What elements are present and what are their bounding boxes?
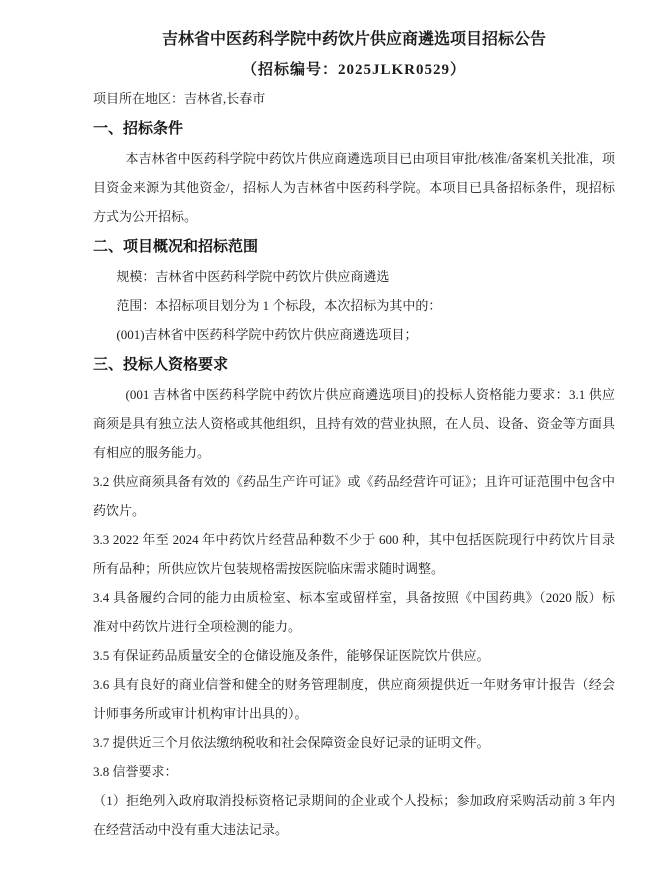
section-project-scope-heading: 二、项目概况和招标范围 <box>93 238 259 255</box>
document-title: 吉林省中医药科学院中药饮片供应商遴选项目招标公告 <box>161 31 546 48</box>
qualification-paragraph-3-6: 3.6 具有良好的商业信誉和健全的财务管理制度，供应商须提供近一年财务审计报告（经会计师事务所或审计机构审计出具的）。 <box>93 677 615 721</box>
scale-line: 规模：吉林省中医药科学院中药饮片供应商遴选 <box>116 269 390 284</box>
scope-line: 范围：本招标项目划分为 1 个标段，本次招标为其中的： <box>116 298 442 313</box>
qualification-paragraph-3-2: 3.2 供应商须具备有效的《药品生产许可证》或《药品经营许可证》；且许可证范围中包含中药饮片。 <box>93 474 615 518</box>
lot-line: (001)吉林省中医药科学院中药饮片供应商遴选项目； <box>116 327 418 342</box>
bid-number-line: （招标编号：2025JLKR0529） <box>241 62 466 78</box>
qualification-paragraph-3-5: 3.5 有保证药品质量安全的仓储设施及条件，能够保证医院饮片供应。 <box>93 648 490 663</box>
bid-conditions-paragraph: 本吉林省中医药科学院中药饮片供应商遴选项目已由项目审批/核准/备案机关批准，项目资金来源为其他资金/，招标人为吉林省中医药科学院。本项目已具备招标条件，现招标方式为公开招标。 <box>93 151 615 224</box>
section-bidder-qualifications-heading: 三、投标人资格要求 <box>93 356 229 373</box>
qualification-paragraph-3-1: (001 吉林省中医药科学院中药饮片供应商遴选项目)的投标人资格能力要求：3.1 供应商须是具有独立法人资格或其他组织，且持有效的营业执照，在人员、设备、资金等方面具有相应的服务能力。 <box>93 387 615 460</box>
qualification-paragraph-3-3: 3.3 2022 年至 2024 年中药饮片经营品种数不少于 600 种，其中包括医院现行中药饮片目录所有品种；所供应饮片包装规格需按医院临床需求随时调整。 <box>93 532 615 576</box>
qualification-paragraph-3-4: 3.4 具备履约合同的能力由质检室、标本室或留样室，具备按照《中国药典》（2020 版）标准对中药饮片进行全项检测的能力。 <box>93 590 615 634</box>
project-location-line: 项目所在地区：吉林省,长春市 <box>93 91 266 106</box>
credit-requirement-item-1: （1）拒绝列入政府取消投标资格记录期间的企业或个人投标；参加政府采购活动前 3 年内在经营活动中没有重大违法记录。 <box>93 793 615 837</box>
qualification-paragraph-3-8: 3.8 信誉要求： <box>93 764 178 779</box>
section-bid-conditions-heading: 一、招标条件 <box>93 120 184 137</box>
qualification-paragraph-3-7: 3.7 提供近三个月依法缴纳税收和社会保障资金良好记录的证明文件。 <box>93 735 490 750</box>
